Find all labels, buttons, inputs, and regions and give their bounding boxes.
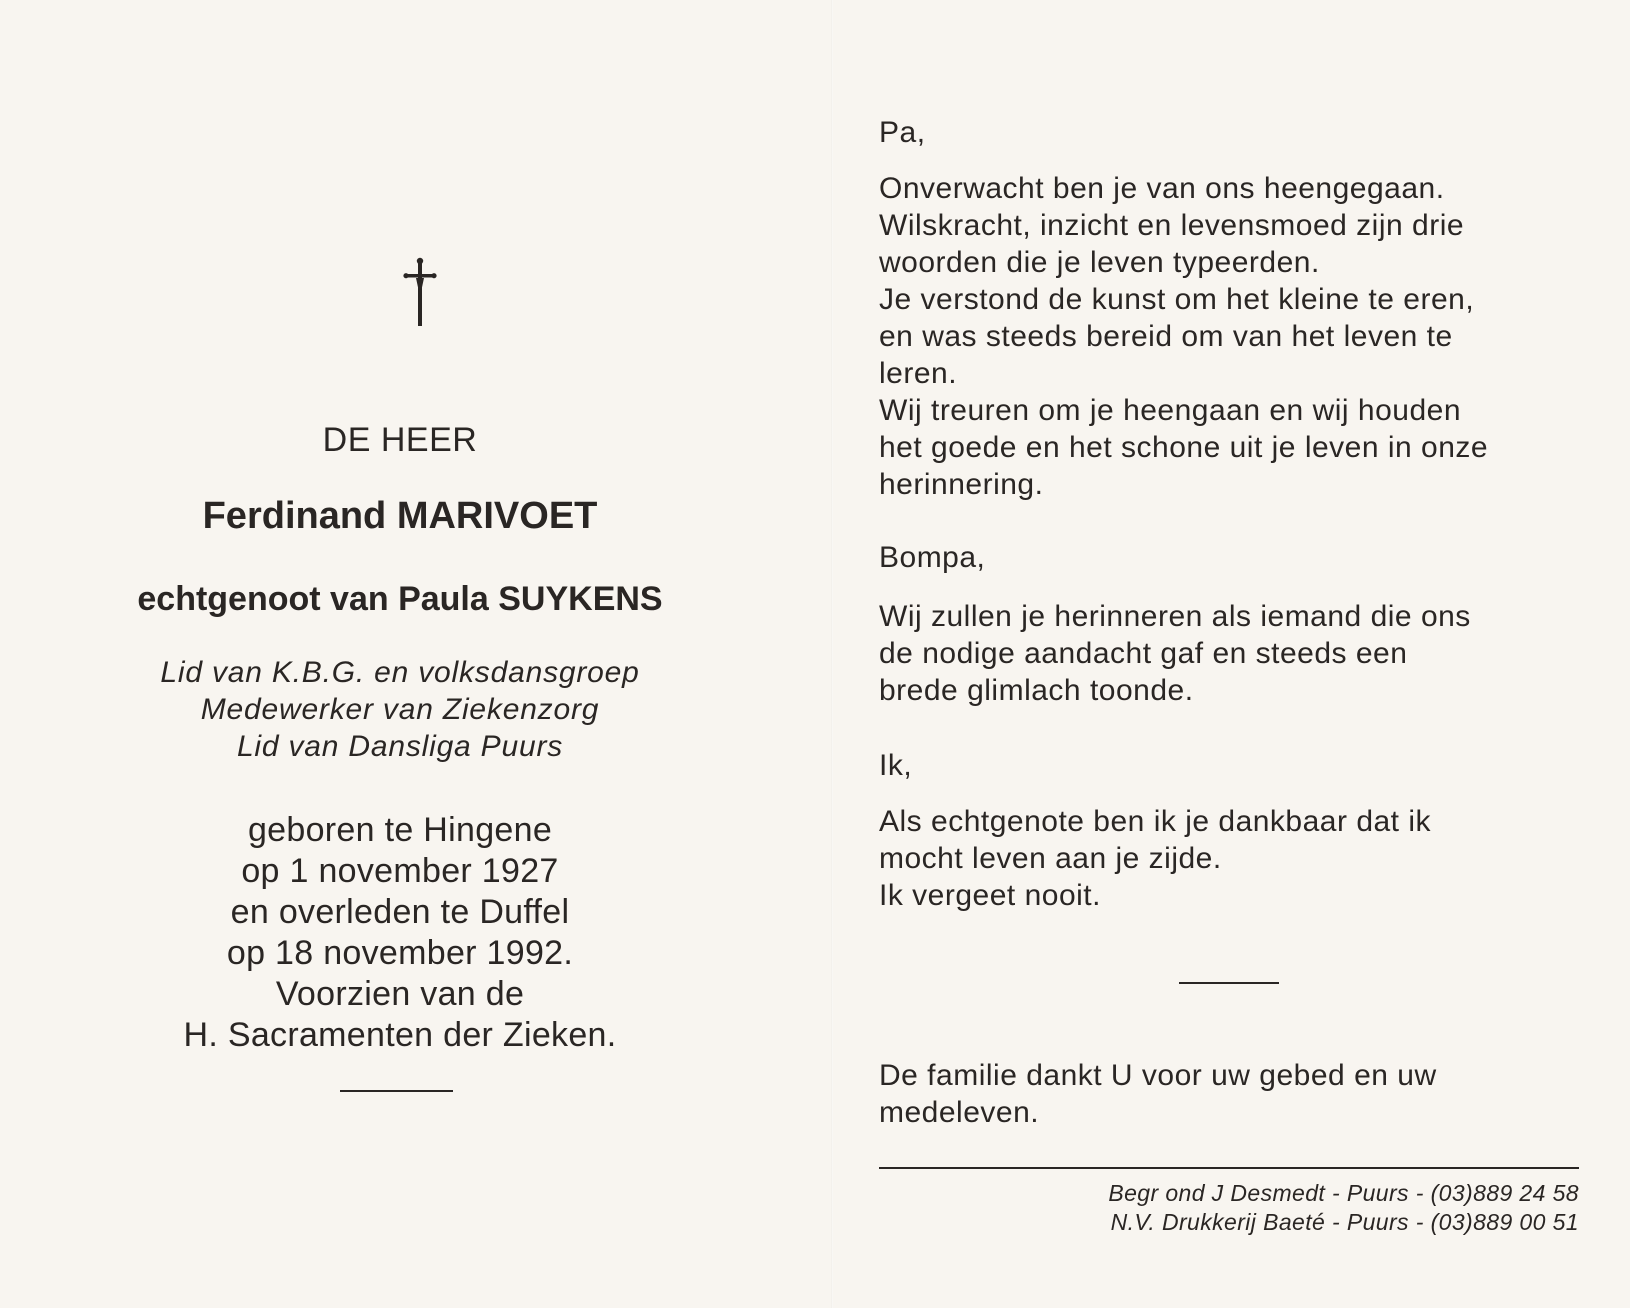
- divider: [1179, 982, 1279, 984]
- footer-divider: [879, 1167, 1579, 1169]
- text-line: en was steeds bereid om van het leven te: [879, 320, 1453, 353]
- text-line: Wij zullen je herinneren als iemand die ons: [879, 600, 1471, 633]
- death-date: op 18 november 1992.: [226, 934, 574, 972]
- text-line: medeleven.: [879, 1096, 1040, 1129]
- text-line: Ik,: [879, 749, 913, 782]
- text-line: brede glimlach toonde.: [879, 674, 1194, 707]
- text-line: Onverwacht ben je van ons heengegaan.: [879, 172, 1445, 205]
- membership-line: Lid van K.B.G. en volksdansgroep: [160, 656, 640, 689]
- left-panel: [40, 0, 760, 1308]
- sacraments-line: H. Sacramenten der Zieken.: [183, 1016, 617, 1054]
- text-line: Ik vergeet nooit.: [879, 879, 1101, 912]
- birth-place: geboren te Hingene: [247, 811, 553, 849]
- funeral-director-credit: Begr ond J Desmedt - Puurs - (03)889 24 58: [1108, 1180, 1579, 1206]
- text-line: Pa,: [879, 116, 926, 149]
- paragraph-bompa: [879, 598, 1579, 709]
- text-line: Wilskracht, inzicht en levensmoed zijn drie: [879, 209, 1465, 242]
- text-line: het goede en het schone uit je leven in onze: [879, 431, 1489, 464]
- text-line: de nodige aandacht gaf en steeds een: [879, 637, 1408, 670]
- greeting-ik: [879, 747, 1579, 784]
- printer-credit: N.V. Drukkerij Baeté - Puurs - (03)889 00 51: [1110, 1209, 1579, 1235]
- honorific-title: DE HEER: [322, 421, 478, 459]
- text-line: Bompa,: [879, 541, 986, 574]
- paragraph-pa: [879, 170, 1579, 503]
- right-panel: [879, 0, 1579, 1308]
- crucifix-icon: [400, 256, 440, 328]
- text-line: woorden die je leven typeerden.: [879, 246, 1320, 279]
- family-thanks: [879, 1057, 1579, 1131]
- deceased-name: Ferdinand MARIVOET: [202, 495, 598, 537]
- text-line: herinnering.: [879, 468, 1044, 501]
- text-line: Je verstond de kunst om het kleine te eren,: [879, 283, 1475, 316]
- membership-line: Lid van Dansliga Puurs: [236, 730, 564, 763]
- birth-date: op 1 november 1927: [241, 852, 559, 890]
- paragraph-ik: [879, 803, 1579, 914]
- sacraments-line: Voorzien van de: [275, 975, 525, 1013]
- spouse-line: echtgenoot van Paula SUYKENS: [137, 580, 663, 618]
- membership-line: Medewerker van Ziekenzorg: [200, 693, 600, 726]
- greeting-bompa: [879, 539, 1579, 576]
- text-line: De familie dankt U voor uw gebed en uw: [879, 1059, 1437, 1092]
- text-line: Wij treuren om je heengaan en wij houden: [879, 394, 1462, 427]
- text-line: leren.: [879, 357, 958, 390]
- text-line: Als echtgenote ben ik je dankbaar dat ik: [879, 805, 1432, 838]
- greeting-pa: [879, 114, 1579, 151]
- death-place: en overleden te Duffel: [230, 893, 570, 931]
- divider: [340, 1090, 453, 1092]
- card-fold: [831, 0, 833, 1308]
- text-line: mocht leven aan je zijde.: [879, 842, 1222, 875]
